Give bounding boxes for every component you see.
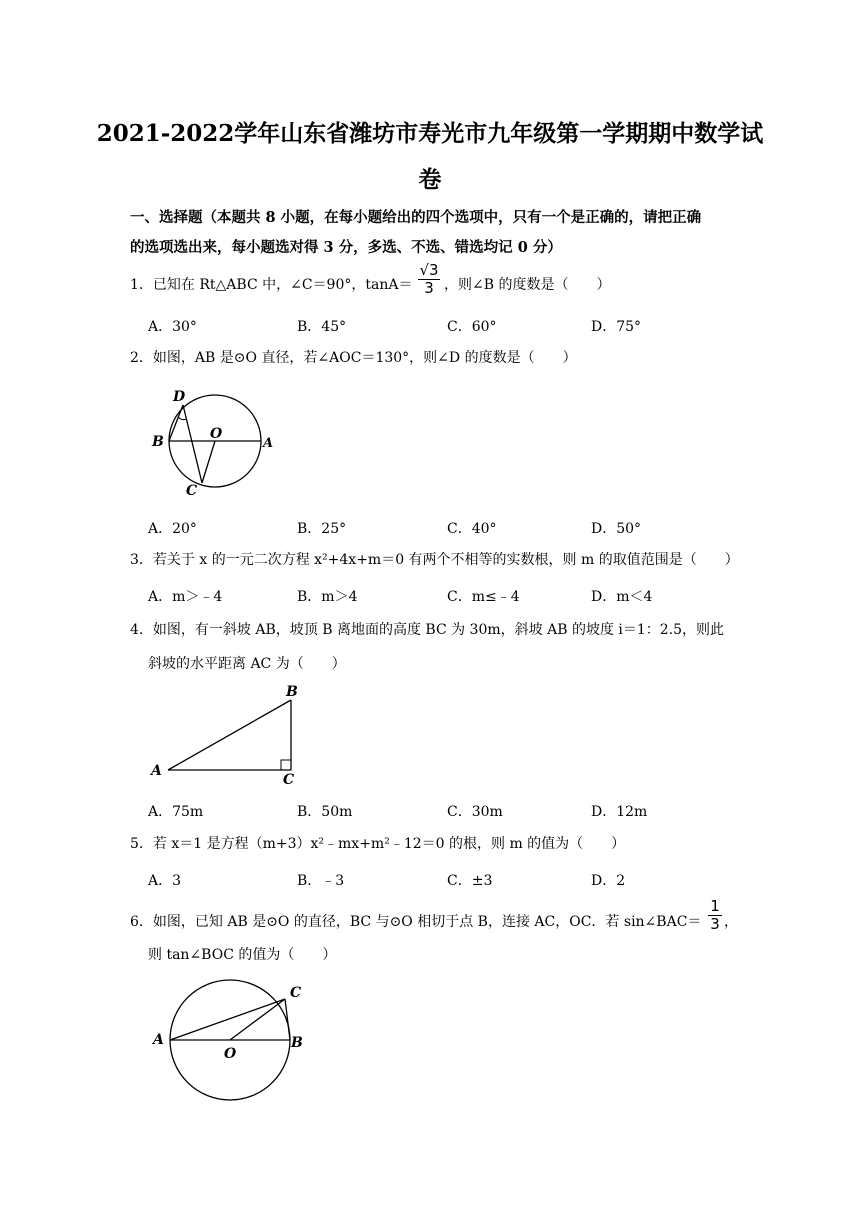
q4-option-a: A．75m xyxy=(148,804,204,820)
q1-stem: 1．已知在 Rt△ABC 中，∠C＝90°，tanA＝ xyxy=(130,277,413,293)
q6-text-line2: 则 tan∠BOC 的值为（ ） xyxy=(148,947,337,963)
q6-comma: ， xyxy=(724,914,738,930)
page-title-continued: 卷 xyxy=(418,166,442,193)
q2-label-d: D xyxy=(173,389,186,405)
q5-option-a: A．3 xyxy=(148,873,182,889)
q4-text-line1: 4．如图，有一斜坡 AB，坡顶 B 离地面的高度 BC 为 30m，斜坡 AB 的坡度 i＝1：2.5，则此 xyxy=(130,622,725,638)
q1-option-c: C．60° xyxy=(447,319,497,335)
q4-label-a: A xyxy=(151,763,162,779)
q6-label-o: O xyxy=(224,1046,237,1062)
q3-option-b: B．m＞4 xyxy=(297,589,358,605)
q1-fraction xyxy=(418,262,440,297)
q1-fraction-denominator: 3 xyxy=(418,279,440,297)
q2-option-c: C．40° xyxy=(447,521,497,537)
q5-option-c: C．±3 xyxy=(447,873,493,889)
q2-option-a: A．20° xyxy=(148,521,197,537)
section-header-line1: 一、选择题（本题共 8 小题，在每小题给出的四个选项中，只有一个是正确的，请把正确 xyxy=(130,209,702,226)
q2-label-b: B xyxy=(152,434,164,450)
q5-option-d: D．2 xyxy=(591,873,626,889)
q6-text-line1: 6．如图，已知 AB 是⊙O 的直径，BC 与⊙O 相切于点 B，连接 AC，OC．若 sin∠BAC＝ xyxy=(130,914,702,930)
q2-text: 2．如图，AB 是⊙O 直径，若∠AOC＝130°，则∠D 的度数是（ ） xyxy=(130,350,577,366)
q4-option-c: C．30m xyxy=(447,804,503,820)
q2-option-d: D．50° xyxy=(591,521,642,537)
q6-label-c: C xyxy=(290,985,302,1001)
q1-option-d: D．75° xyxy=(591,319,642,335)
q1-fraction-numerator: √3 xyxy=(419,261,439,279)
q2-label-a: A xyxy=(263,436,274,451)
q4-label-b: B xyxy=(286,684,298,700)
q6-fraction xyxy=(708,898,722,933)
q1-stem-end: ，则∠B 的度数是（ ） xyxy=(444,277,611,293)
q4-label-c: C xyxy=(283,772,295,788)
q3-option-d: D．m＜4 xyxy=(591,589,653,605)
q2-option-b: B．25° xyxy=(297,521,347,537)
q3-text: 3．若关于 x 的一元二次方程 x²+4x+m＝0 有两个不相等的实数根，则 m 的取值范围是（ ） xyxy=(130,552,739,568)
q4-figure-slope xyxy=(148,680,308,790)
q4-option-b: B．50m xyxy=(297,804,353,820)
q1-text xyxy=(130,276,412,294)
q6-figure-circle xyxy=(150,975,320,1125)
q3-option-a: A．m＞﹣4 xyxy=(148,589,223,605)
q5-option-b: B．﹣3 xyxy=(297,873,345,889)
q4-text-line2: 斜坡的水平距离 AC 为（ ） xyxy=(148,656,346,672)
q2-label-o: O xyxy=(210,426,223,442)
q4-option-d: D．12m xyxy=(591,804,648,820)
section-header-line2: 的选项选出来，每小题选对得 3 分，多选、不选、错选均记 0 分） xyxy=(130,239,562,256)
q3-option-c: C．m≤﹣4 xyxy=(447,589,520,605)
q6-label-a: A xyxy=(153,1032,164,1048)
q5-text: 5．若 x＝1 是方程（m+3）x²﹣mx+m²﹣12＝0 的根，则 m 的值为（ ） xyxy=(130,836,626,852)
q6-label-b: B xyxy=(291,1035,303,1051)
q2-figure-circle xyxy=(146,385,276,500)
q1-option-b: B．45° xyxy=(297,319,347,335)
q6-fraction-numerator: 1 xyxy=(710,897,720,915)
q6-fraction-denominator: 3 xyxy=(708,915,722,933)
page-title: 2021-2022学年山东省潍坊市寿光市九年级第一学期期中数学试 xyxy=(96,120,764,147)
q2-label-c: C xyxy=(186,483,198,499)
q1-option-a: A．30° xyxy=(148,319,197,335)
